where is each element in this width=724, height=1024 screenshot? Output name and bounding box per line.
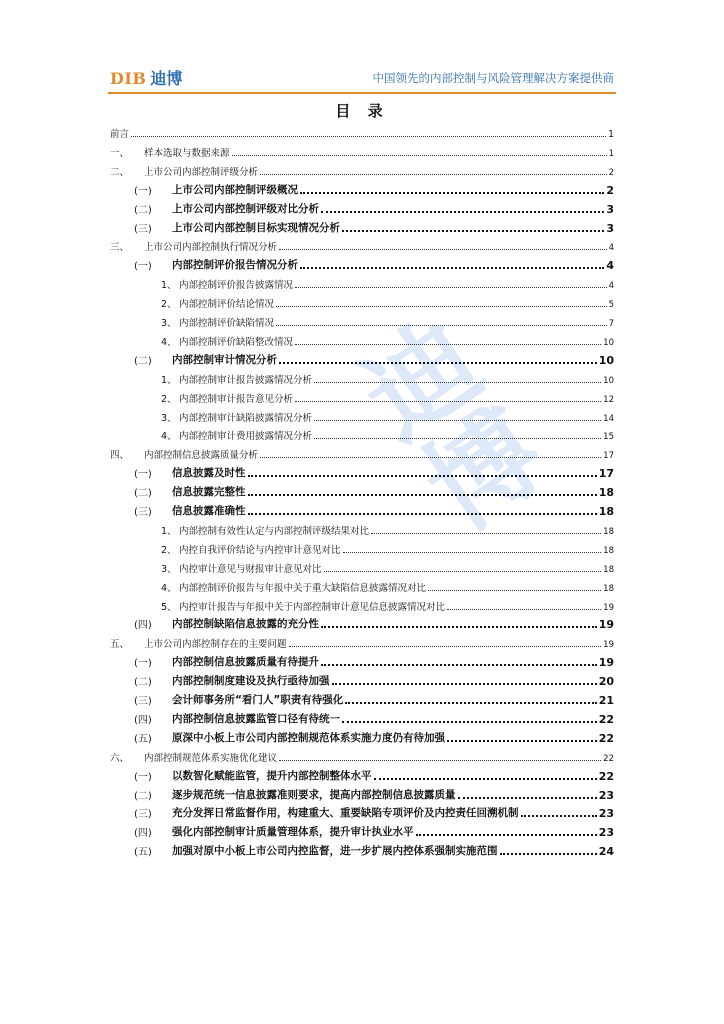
toc-entry-title: 内部控制规范体系实施优化建议 — [144, 752, 278, 764]
toc-entry[interactable] — [110, 540, 614, 556]
toc-leader-dots — [371, 532, 601, 534]
toc-entry-page: 23 — [598, 826, 614, 840]
toc-entry-title: 信息披露准确性 — [172, 505, 246, 517]
toc-leader-dots — [458, 796, 597, 799]
toc-entry[interactable] — [110, 710, 614, 726]
toc-entry-number: (五) — [134, 847, 152, 859]
toc-entry[interactable] — [110, 143, 614, 159]
toc-entry[interactable] — [110, 502, 614, 518]
toc-entry[interactable] — [110, 370, 614, 386]
toc-entry-page: 19 — [598, 618, 614, 632]
toc-entry-page: 2 — [608, 167, 614, 178]
toc-entry[interactable] — [110, 615, 614, 631]
toc-entry-number: (二) — [134, 204, 152, 216]
toc-entry[interactable] — [110, 521, 614, 537]
toc-entry-page: 1 — [608, 148, 614, 159]
toc-entry-title: 信息披露完整性 — [172, 486, 246, 499]
toc-entry-title: 上市公司内部控制目标实现情况分析 — [172, 221, 340, 234]
toc-entry-number: 二、 — [110, 166, 130, 178]
toc-entry-title: 内部控制评价报告情况分析 — [172, 259, 298, 272]
toc-entry-page: 18 — [598, 505, 614, 518]
toc-leader-dots — [447, 608, 601, 610]
toc-entry-title: 内部控制审计报告意见分析 — [179, 393, 294, 405]
toc-entry-number: (四) — [134, 620, 152, 632]
toc-entry-title: 内部控制信息披露质量有待提升 — [172, 656, 319, 669]
toc-entry[interactable] — [110, 389, 614, 405]
toc-entry-page: 19 — [603, 640, 614, 651]
toc-entry-title: 样本选取与数据来源 — [144, 147, 230, 159]
toc-entry[interactable] — [110, 313, 614, 329]
toc-entry-number: 1、 — [161, 280, 177, 292]
toc-entry-number: (一) — [134, 658, 152, 670]
toc-entry[interactable] — [110, 786, 614, 802]
toc-entry-page: 20 — [598, 675, 614, 689]
toc-entry-title: 内部控制审计报告披露情况分析 — [179, 374, 313, 386]
toc-entry[interactable] — [110, 691, 614, 707]
toc-entry[interactable] — [110, 578, 614, 594]
toc-leader-dots — [521, 814, 597, 817]
toc-leader-dots — [332, 682, 597, 685]
toc-entry[interactable] — [110, 823, 614, 839]
toc-entry-page: 22 — [603, 753, 614, 764]
logo-text-zh: 迪博 — [150, 69, 183, 88]
toc-entry-title: 上市公司内部控制评级分析 — [144, 166, 259, 178]
toc-leader-dots — [342, 229, 604, 232]
toc-entry-page: 1 — [607, 129, 614, 140]
toc-entry-number: 五、 — [110, 639, 130, 651]
toc-entry-title: 内部控制审计缺陷披露情况分析 — [179, 412, 313, 424]
toc-entry-number: (二) — [134, 355, 152, 367]
toc-entry-number: 2、 — [161, 299, 177, 311]
toc-leader-dots — [314, 419, 601, 421]
toc-entry[interactable] — [110, 219, 614, 235]
toc-leader-dots — [248, 512, 597, 515]
toc-leader-dots — [300, 191, 604, 194]
toc-entry-title: 上市公司内部控制执行情况分析 — [144, 242, 278, 254]
toc-leader-dots — [500, 852, 597, 855]
toc-entry[interactable] — [110, 804, 614, 820]
toc-entry-title: 内部控制评价缺陷情况 — [179, 318, 275, 329]
toc-entry-title: 上市公司内部控制评级概况 — [172, 183, 298, 196]
toc-leader-dots — [428, 589, 601, 591]
toc-entry-number: 1、 — [161, 525, 177, 537]
toc-entry-page: 10 — [603, 375, 614, 386]
toc-entry-title: 内部控制评价报告与年报中关于重大缺陷信息披露情况对比 — [179, 582, 427, 594]
toc-entry-number: (一) — [134, 261, 152, 273]
toc-entry[interactable] — [110, 237, 614, 253]
toc-entry-title: 上市公司内部控制评级对比分析 — [172, 202, 319, 215]
toc-leader-dots — [447, 739, 597, 742]
toc-leader-dots — [321, 625, 597, 628]
toc-entry-page: 23 — [598, 807, 614, 821]
toc-entry-title: 内控审计意见与财报审计意见对比 — [179, 563, 322, 575]
toc-entry-number: 4、 — [161, 582, 177, 594]
toc-entry-number: (二) — [134, 677, 152, 689]
toc-entry-number: 5、 — [161, 601, 177, 613]
toc-entry-title: 信息披露及时性 — [172, 467, 246, 480]
toc-leader-dots — [279, 759, 601, 761]
toc-leader-dots — [260, 456, 601, 458]
toc-entry-number: (五) — [134, 733, 152, 745]
toc-entry-number: (一) — [134, 185, 152, 197]
toc-entry[interactable] — [110, 729, 614, 745]
toc-entry-title: 内部控制信息披露质量分析 — [144, 450, 259, 462]
toc-leader-dots — [321, 663, 597, 666]
toc-leader-dots — [345, 701, 596, 704]
toc-entry[interactable] — [110, 426, 614, 442]
toc-entry-page: 3 — [606, 221, 614, 235]
toc-entry-number: 四、 — [110, 450, 130, 462]
toc-leader-dots — [232, 154, 607, 156]
toc-entry-number: 3、 — [161, 412, 177, 424]
toc-leader-dots — [342, 720, 597, 723]
toc-leader-dots — [300, 266, 604, 269]
toc-entry-number: 1、 — [161, 374, 177, 386]
toc-entry-title: 加强对原中小板上市公司内控监督，进一步扩展内控体系强制实施范围 — [172, 845, 498, 858]
watermark-char: 迪 — [340, 296, 504, 465]
toc-entry-title: 原深中小板上市公司内部控制规范体系实施力度仍有待加强 — [172, 731, 445, 744]
toc-entry-page: 15 — [603, 432, 614, 443]
toc-entry-number: (二) — [134, 488, 152, 500]
toc-entry-page: 10 — [598, 353, 614, 367]
toc-entry[interactable] — [110, 748, 614, 764]
page-header — [108, 62, 616, 94]
toc-entry-page: 18 — [603, 545, 614, 556]
toc-entry-title: 内部控制审计情况分析 — [172, 353, 277, 366]
toc-entry-title: 充分发挥日常监督作用，构建重大、重要缺陷专项评价及内控责任回溯机制 — [172, 807, 519, 820]
toc-entry-number: 3、 — [161, 563, 177, 575]
toc-entry[interactable] — [110, 483, 614, 499]
toc-entry-page: 3 — [606, 202, 614, 216]
toc-entry-number: (三) — [134, 696, 152, 707]
toc-entry-number: 4、 — [161, 336, 177, 348]
toc-entry-number: 三、 — [110, 242, 130, 254]
toc-entry-page: 22 — [598, 769, 614, 783]
toc-entry-number: 2、 — [161, 544, 177, 556]
toc-entry[interactable] — [110, 294, 614, 310]
toc-leader-dots — [248, 493, 597, 496]
toc-entry[interactable] — [110, 672, 614, 688]
toc-entry-page: 22 — [598, 731, 614, 745]
toc-leader-dots — [416, 833, 597, 836]
toc-entry[interactable] — [110, 256, 614, 272]
toc-leader-dots — [276, 305, 607, 307]
toc-leader-dots — [289, 645, 602, 647]
toc-entry-title: 会计师事务所“看门人”职责有待强化 — [172, 694, 344, 706]
toc-entry-page: 24 — [598, 845, 614, 859]
header-slogan: 中国领先的内部控制与风险管理解决方案提供商 — [372, 71, 614, 85]
watermark-char: 博 — [403, 386, 567, 555]
toc-leader-dots — [260, 173, 607, 175]
toc-entry-number: 一、 — [110, 147, 130, 159]
toc-leader-dots — [374, 777, 597, 780]
toc-entry[interactable] — [110, 408, 614, 424]
toc-entry-title: 内部控制有效性认定与内部控制评级结果对比 — [179, 525, 370, 537]
toc-entry-page: 4 — [608, 243, 614, 254]
toc-entry-page: 21 — [598, 694, 614, 707]
toc-leader-dots — [321, 210, 604, 213]
toc-entry[interactable] — [110, 464, 614, 480]
toc-entry-page: 19 — [603, 602, 614, 613]
toc-entry-number: (三) — [134, 223, 152, 235]
toc-entry[interactable] — [110, 200, 614, 216]
toc-entry[interactable] — [110, 124, 614, 140]
toc-entry-page: 10 — [603, 337, 614, 348]
toc-entry-page: 2 — [606, 183, 614, 197]
toc-entry-page: 19 — [598, 656, 614, 670]
toc-entry-title: 内控自我评价结论与内控审计意见对比 — [179, 544, 341, 556]
toc-entry-page: 18 — [598, 486, 614, 500]
toc-entry-number: 六、 — [110, 752, 130, 764]
toc-entry-page: 23 — [598, 788, 614, 802]
toc-leader-dots — [248, 474, 597, 477]
toc-entry[interactable] — [110, 445, 614, 461]
toc-entry-page: 14 — [603, 413, 614, 424]
toc-entry[interactable] — [110, 597, 614, 613]
toc-leader-dots — [295, 400, 601, 402]
toc-entry-number: (三) — [134, 507, 152, 518]
toc-leader-dots — [314, 437, 601, 439]
toc-entry-title: 以数智化赋能监管，提升内部控制整体水平 — [172, 769, 372, 782]
toc-entry[interactable] — [110, 842, 614, 858]
toc-entry-page: 4 — [608, 281, 614, 292]
toc-entry-page: 12 — [603, 394, 614, 405]
toc-leader-dots — [343, 551, 602, 553]
toc-entry-title: 内部控制审计费用披露情况分析 — [179, 431, 313, 443]
toc-entry-title: 内部控制制度建设及执行亟待加强 — [172, 675, 330, 688]
toc-entry-page: 22 — [598, 712, 614, 726]
toc-entry[interactable] — [110, 162, 614, 178]
toc-entry-page: 18 — [603, 583, 614, 594]
toc-entry[interactable] — [110, 634, 614, 650]
toc-entry-number: 3、 — [161, 318, 177, 329]
toc-entry[interactable] — [110, 351, 614, 367]
toc-entry-number: (四) — [134, 714, 152, 726]
toc-entry-title: 逐步规范统一信息披露准则要求，提高内部控制信息披露质量 — [172, 788, 456, 801]
toc-entry-number: (一) — [134, 469, 152, 481]
toc-entry-page: 17 — [598, 467, 614, 481]
toc-entry-title: 强化内部控制审计质量管理体系，提升审计执业水平 — [172, 826, 414, 839]
toc-entry-number: (四) — [134, 828, 152, 840]
toc-entry-number: 2、 — [161, 393, 177, 405]
toc-leader-dots — [295, 343, 601, 345]
toc-entry-title: 内部控制信息披露监管口径有待统一 — [172, 712, 340, 725]
toc-entry-title: 内部控制评价缺陷整改情况 — [179, 336, 294, 348]
toc-entry-title: 内部控制评价报告披露情况 — [179, 280, 294, 292]
toc-entry-title: 前言 — [110, 129, 130, 140]
toc-entry-page: 18 — [603, 526, 614, 537]
toc-entry-number: (一) — [134, 771, 152, 783]
dib-logo — [110, 66, 182, 89]
toc-entry-number: (三) — [134, 809, 152, 821]
toc-leader-dots — [276, 324, 607, 326]
toc-entry-number: (二) — [134, 790, 152, 802]
toc-entry[interactable] — [110, 275, 614, 291]
toc-entry-title: 内部控制缺陷信息披露的充分性 — [172, 618, 319, 631]
toc-leader-dots — [279, 248, 607, 250]
toc-entry-page: 4 — [606, 259, 614, 273]
toc-title: 目 录 — [335, 102, 389, 120]
toc-leader-dots — [131, 135, 606, 137]
toc-entry-page: 7 — [608, 319, 614, 329]
toc-leader-dots — [314, 381, 601, 383]
toc-leader-dots — [279, 361, 597, 364]
toc-entry-title: 内部控制评价结论情况 — [179, 299, 275, 311]
toc-entry[interactable] — [110, 332, 614, 348]
toc-entry-page: 17 — [603, 451, 614, 462]
toc-entry-number: 4、 — [161, 431, 177, 443]
toc-entry[interactable] — [110, 653, 614, 669]
toc-entry[interactable] — [110, 767, 614, 783]
toc-entry-page: 18 — [603, 564, 614, 575]
toc-entry[interactable] — [110, 181, 614, 197]
toc-leader-dots — [295, 286, 607, 288]
toc-leader-dots — [324, 570, 602, 572]
toc-entry-title: 上市公司内部控制存在的主要问题 — [144, 639, 287, 651]
toc-entry-title: 内控审计报告与年报中关于内部控制审计意见信息披露情况对比 — [179, 601, 446, 613]
toc-entry-page: 5 — [608, 300, 614, 311]
toc-entry[interactable] — [110, 559, 614, 575]
logo-text-en: DIB — [110, 69, 147, 88]
